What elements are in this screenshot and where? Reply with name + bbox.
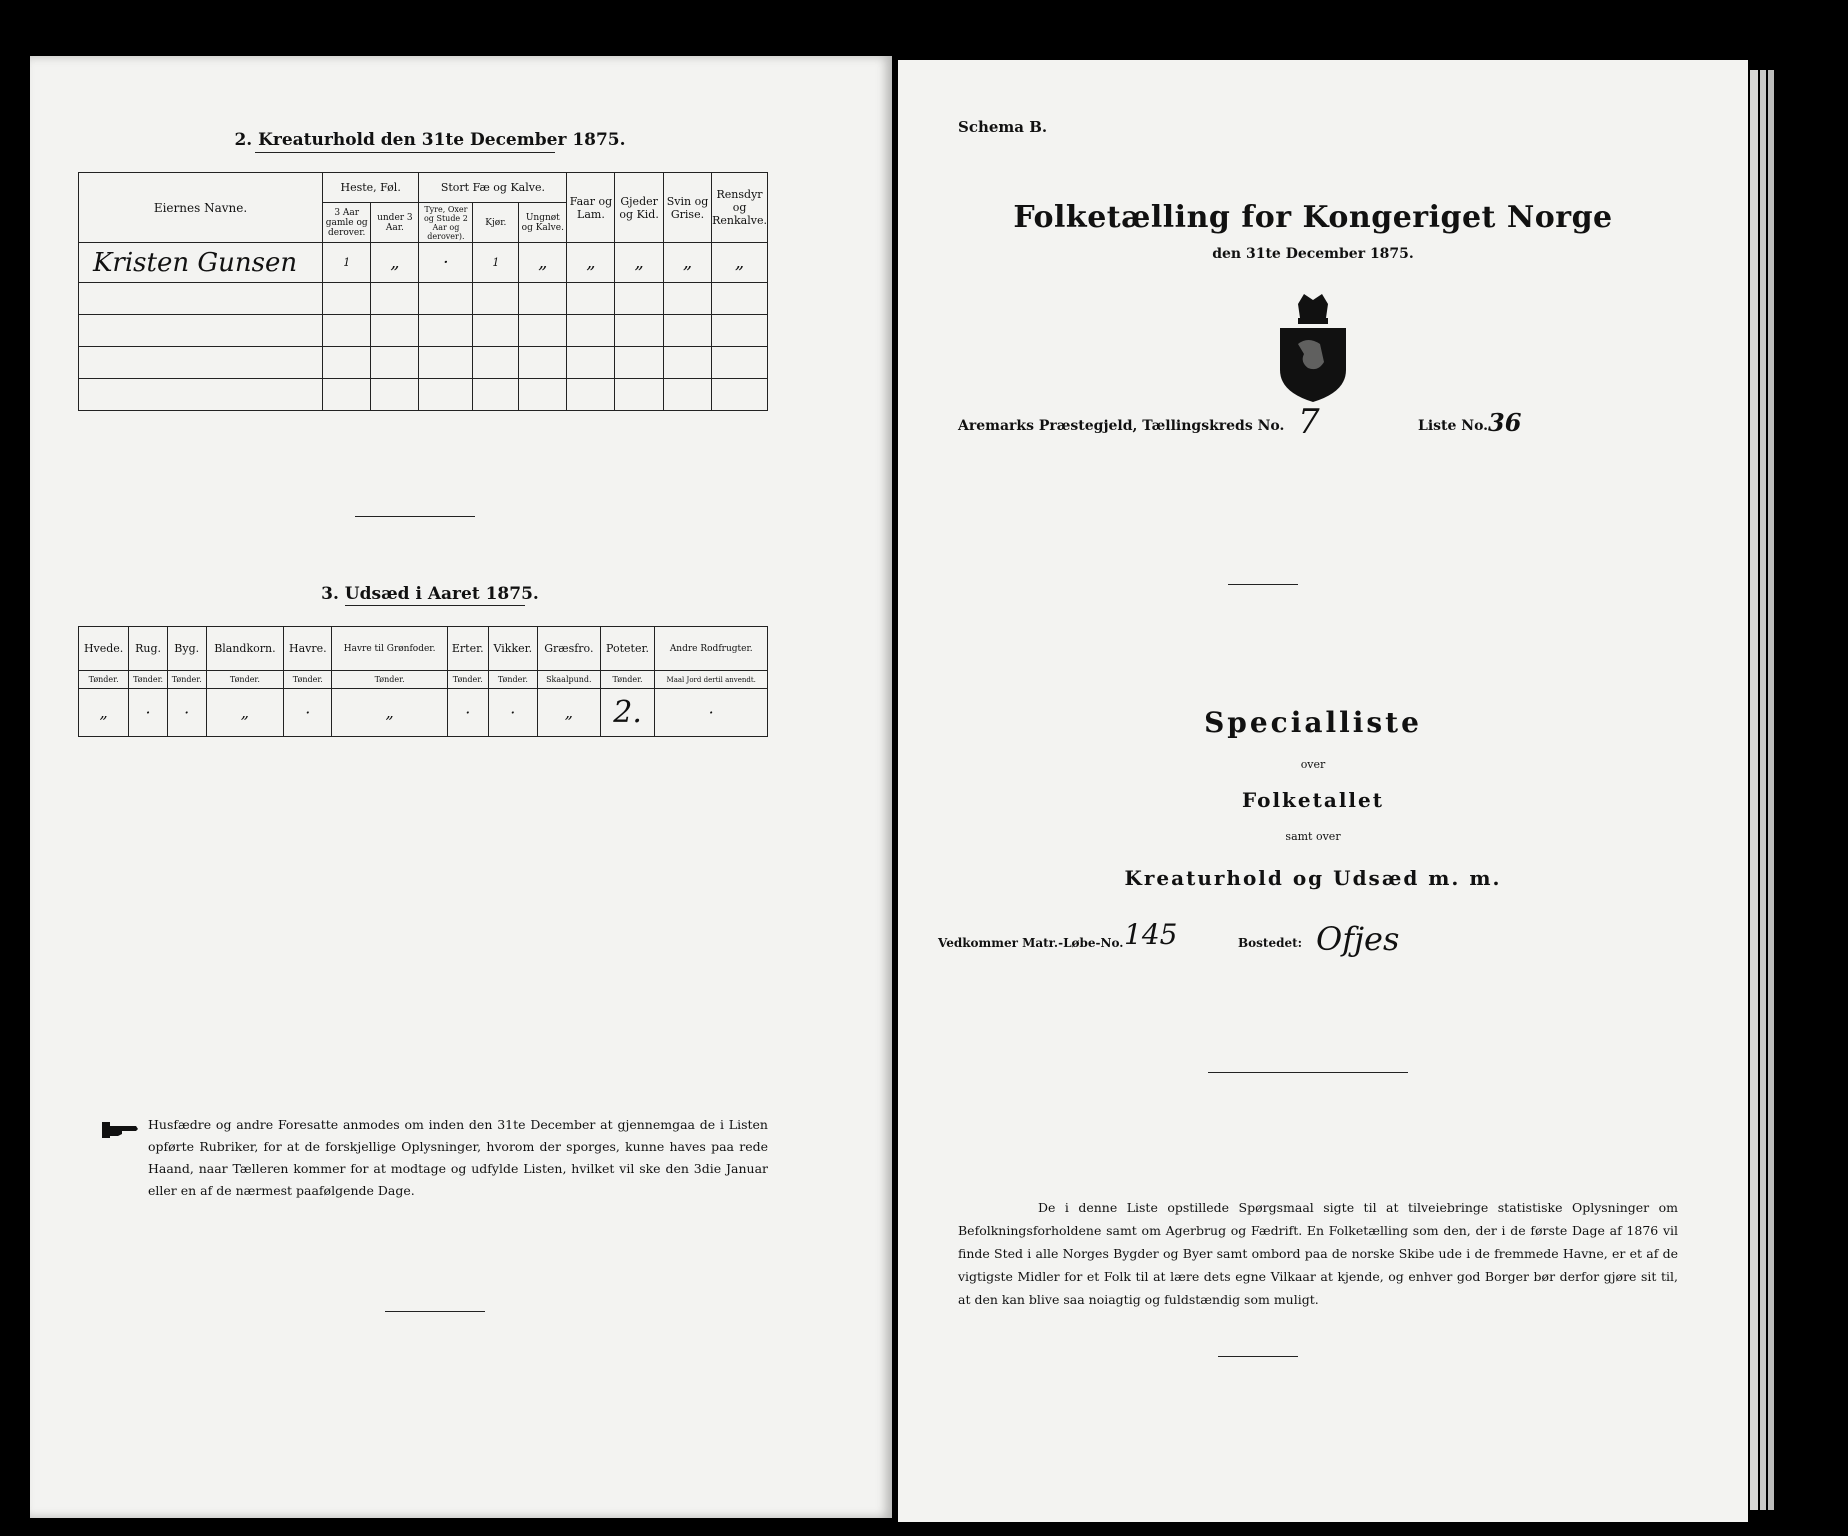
bostedet-value: Ofjes: [1316, 920, 1400, 958]
horses-old-header: 3 Aar gamle og derover.: [322, 203, 370, 243]
section2-title-underline: [255, 152, 555, 153]
page-edge: [1760, 70, 1766, 1510]
livestock-cell: „: [615, 243, 663, 283]
cows-header: Kjør.: [473, 203, 519, 243]
seed-unit: Maal Jord dertil anvendt.: [655, 671, 768, 689]
seed-col-header: Blandkorn.: [206, 627, 284, 671]
seed-unit: Tønder.: [167, 671, 206, 689]
section3-title-underline: [345, 605, 525, 606]
seed-col-header: Vikker.: [488, 627, 537, 671]
seed-cell: 2.: [600, 689, 655, 737]
sheep-header: Faar og Lam.: [567, 173, 615, 243]
seed-cell: ·: [447, 689, 488, 737]
matr-label: Vedkommer Matr.-Løbe-No.: [938, 936, 1124, 950]
seed-unit: Tønder.: [79, 671, 129, 689]
livestock-cell: 1: [322, 243, 370, 283]
pigs-header: Svin og Grise.: [663, 173, 711, 243]
livestock-cell: „: [371, 243, 419, 283]
coat-of-arms-icon: [1268, 292, 1358, 404]
livestock-table: [78, 172, 768, 411]
seed-col-header: Andre Rodfrugter.: [655, 627, 768, 671]
horses-header: Heste, Føl.: [322, 173, 418, 203]
parish-label: Aremarks Præstegjeld, Tællingskreds No.: [958, 418, 1285, 434]
bulls-header: Tyre, Oxer og Stude 2 Aar og derover).: [419, 203, 473, 243]
seed-col-header: Rug.: [129, 627, 168, 671]
seed-cell: ·: [488, 689, 537, 737]
seed-table: [78, 626, 768, 737]
folketallet-label: Folketallet: [1242, 788, 1384, 812]
seed-cell: ·: [167, 689, 206, 737]
schema-label: Schema B.: [958, 118, 1048, 136]
seed-col-header: Havre til Grønfoder.: [332, 627, 447, 671]
seed-cell: „: [538, 689, 601, 737]
separator-rule: [355, 516, 475, 517]
seed-unit: Tønder.: [600, 671, 655, 689]
table-row: [79, 243, 768, 283]
livestock-cell: ·: [419, 243, 473, 283]
specialliste-heading: Specialliste: [1204, 706, 1422, 739]
separator-rule: [1218, 1356, 1298, 1357]
separator-rule: [1228, 584, 1298, 585]
seed-unit: Tønder.: [488, 671, 537, 689]
matr-number: 145: [1124, 918, 1178, 951]
seed-unit: Tønder.: [332, 671, 447, 689]
census-date: den 31te December 1875.: [1212, 246, 1414, 262]
page-edge: [1750, 70, 1758, 1510]
owner-header: Eiernes Navne.: [79, 173, 323, 243]
livestock-cell: „: [663, 243, 711, 283]
bostedet-label: Bostedet:: [1238, 936, 1303, 950]
table-row: [79, 689, 768, 737]
district-number: 7: [1298, 402, 1320, 442]
seed-unit: Skaalpund.: [538, 671, 601, 689]
seed-unit: Tønder.: [129, 671, 168, 689]
info-paragraph: De i denne Liste opstillede Spørgsmaal sigte til at tilveiebringe statistiske Oplysninger om Befolkningsforholdene samt om Agerbrug og Fædrift. En Folketælling som den, der i de første Dage af 1876 vil finde Sted i alle Norges Bygder og Byer samt ombord paa de norske Skibe ude i de fremmede Havne, er et af de vigtigste Midler for et Folk til at lære dets egne Vilkaar at kjende, og enhver god Borger bør derfor gjøre sit til, at den kan blive saa noiagtig og fuldstændig som muligt.: [958, 1200, 1678, 1307]
seed-col-header: Poteter.: [600, 627, 655, 671]
list-label: Liste No.: [1418, 418, 1489, 434]
seed-cell: „: [79, 689, 129, 737]
seed-unit: Tønder.: [284, 671, 332, 689]
horses-young-header: under 3 Aar.: [371, 203, 419, 243]
pointing-hand-icon: [100, 1118, 140, 1140]
goats-header: Gjeder og Kid.: [615, 173, 663, 243]
seed-col-header: Havre.: [284, 627, 332, 671]
main-title: Folketælling for Kongeriget Norge: [1013, 200, 1613, 235]
section3-title: 3. Udsæd i Aaret 1875.: [321, 584, 539, 604]
list-number: 36: [1488, 408, 1522, 437]
page-edge: [1768, 70, 1774, 1510]
seed-col-header: Græsfro.: [538, 627, 601, 671]
seed-col-header: Byg.: [167, 627, 206, 671]
owner-name: Kristen Gunsen: [79, 243, 323, 283]
notice-text: Husfædre og andre Foresatte anmodes om inden den 31te December at gjennemgaa de i Listen opførte Rubriker, for at de forskjellige Oplysninger, hvorom der sporges, kunne haves paa rede Haand, naar Tælleren kommer for at modtage og udfylde Listen, hvilket vil ske den 3die Januar eller en af de nærmest paafølgende Dage.: [148, 1117, 768, 1198]
separator-rule: [1208, 1072, 1408, 1073]
cattle-header: Stort Fæ og Kalve.: [419, 173, 567, 203]
livestock-cell: „: [567, 243, 615, 283]
reindeer-header: Rensdyr og Renkalve.: [712, 173, 768, 243]
seed-cell: ·: [129, 689, 168, 737]
seed-cell: ·: [655, 689, 768, 737]
kreaturhold-label: Kreaturhold og Udsæd m. m.: [1124, 866, 1502, 890]
seed-cell: „: [332, 689, 447, 737]
right-page: [898, 60, 1748, 1522]
seed-cell: „: [206, 689, 284, 737]
seed-cell: ·: [284, 689, 332, 737]
livestock-cell: 1: [473, 243, 519, 283]
section2-title: 2. Kreaturhold den 31te December 1875.: [234, 130, 626, 150]
livestock-cell: „: [519, 243, 567, 283]
separator-rule: [385, 1311, 485, 1312]
over-label: over: [1300, 758, 1326, 771]
seed-unit: Tønder.: [447, 671, 488, 689]
seed-col-header: Erter.: [447, 627, 488, 671]
seed-unit: Tønder.: [206, 671, 284, 689]
left-page: [30, 56, 892, 1518]
samt-over-label: samt over: [1285, 830, 1341, 843]
seed-col-header: Hvede.: [79, 627, 129, 671]
calves-header: Ungnøt og Kalve.: [519, 203, 567, 243]
livestock-cell: „: [712, 243, 768, 283]
